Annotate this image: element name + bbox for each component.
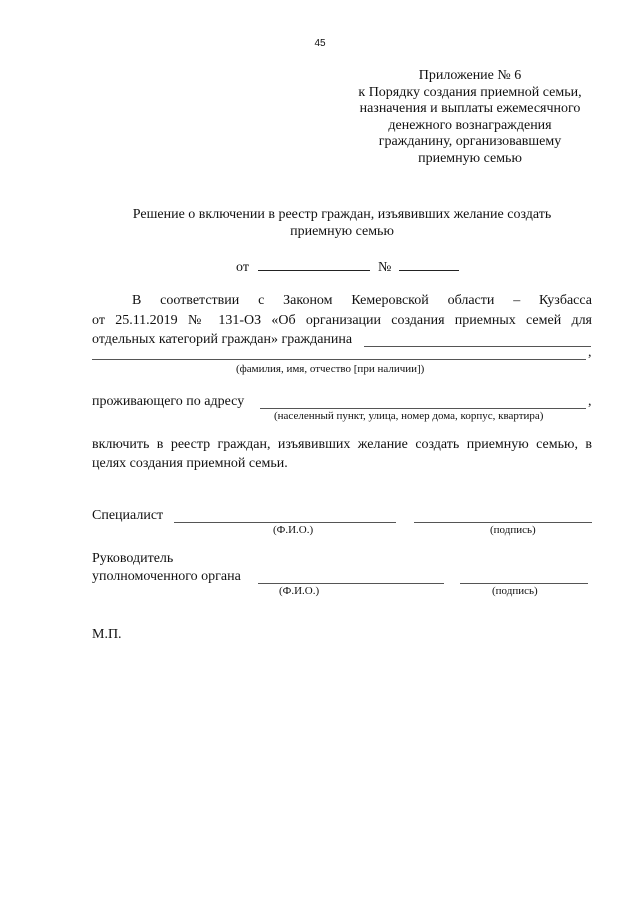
fio-caption: (фамилия, имя, отчество [при наличии]) <box>236 363 425 375</box>
page-number: 45 <box>314 38 326 49</box>
appendix-line: денежного вознаграждения <box>388 117 552 133</box>
number-blank <box>399 258 459 271</box>
specialist-sign-blank <box>414 522 592 523</box>
include-line-2: целях создания приемной семьи. <box>92 456 288 471</box>
head-fio-caption: (Ф.И.О.) <box>279 585 320 597</box>
address-caption: (населенный пункт, улица, номер дома, корпус, квартира) <box>274 410 544 422</box>
appendix-line: приемную семью <box>418 150 522 166</box>
title-line: приемную семью <box>290 224 394 239</box>
citizen-name-blank-2 <box>92 359 586 360</box>
head-label-line-2: уполномоченного органа <box>92 569 241 584</box>
title-line: Решение о включении в реестр граждан, изъявивших желание создать <box>132 207 552 222</box>
body-line-1: В соответствии с Законом Кемеровской области – Кузбасса <box>132 293 592 308</box>
include-line-1: включить в реестр граждан, изъявивших желание создать приемную семью, в <box>92 437 592 452</box>
appendix-line: гражданину, организовавшему <box>378 134 562 150</box>
body-line-3: отдельных категорий граждан» гражданина <box>92 332 353 347</box>
date-number-line <box>236 258 459 276</box>
citizen-name-blank <box>364 346 591 347</box>
date-label: от <box>236 260 249 275</box>
comma: , <box>588 345 592 360</box>
specialist-sign-caption: (подпись) <box>490 524 536 536</box>
date-blank <box>258 258 370 271</box>
specialist-fio-caption: (Ф.И.О.) <box>273 524 314 536</box>
head-fio-blank <box>258 583 444 584</box>
address-label: проживающего по адресу <box>92 394 245 409</box>
specialist-label: Специалист <box>92 508 164 523</box>
document-title <box>92 206 592 240</box>
appendix-line: Приложение № 6 <box>418 68 522 83</box>
appendix-line: к Порядку создания приемной семьи, <box>358 84 582 100</box>
head-label-line-1: Руководитель <box>92 551 174 566</box>
head-sign-caption: (подпись) <box>492 585 538 597</box>
address-comma: , <box>588 394 592 409</box>
specialist-fio-blank <box>174 522 396 523</box>
body-line-2: от 25.11.2019 № 131-ОЗ «Об организации создания приемных семей для <box>92 313 592 328</box>
number-label: № <box>377 260 392 275</box>
appendix-header <box>340 68 600 168</box>
appendix-line: назначения и выплаты ежемесячного <box>359 101 581 117</box>
stamp-label: М.П. <box>92 627 122 642</box>
address-blank <box>260 408 586 409</box>
head-sign-blank <box>460 583 588 584</box>
